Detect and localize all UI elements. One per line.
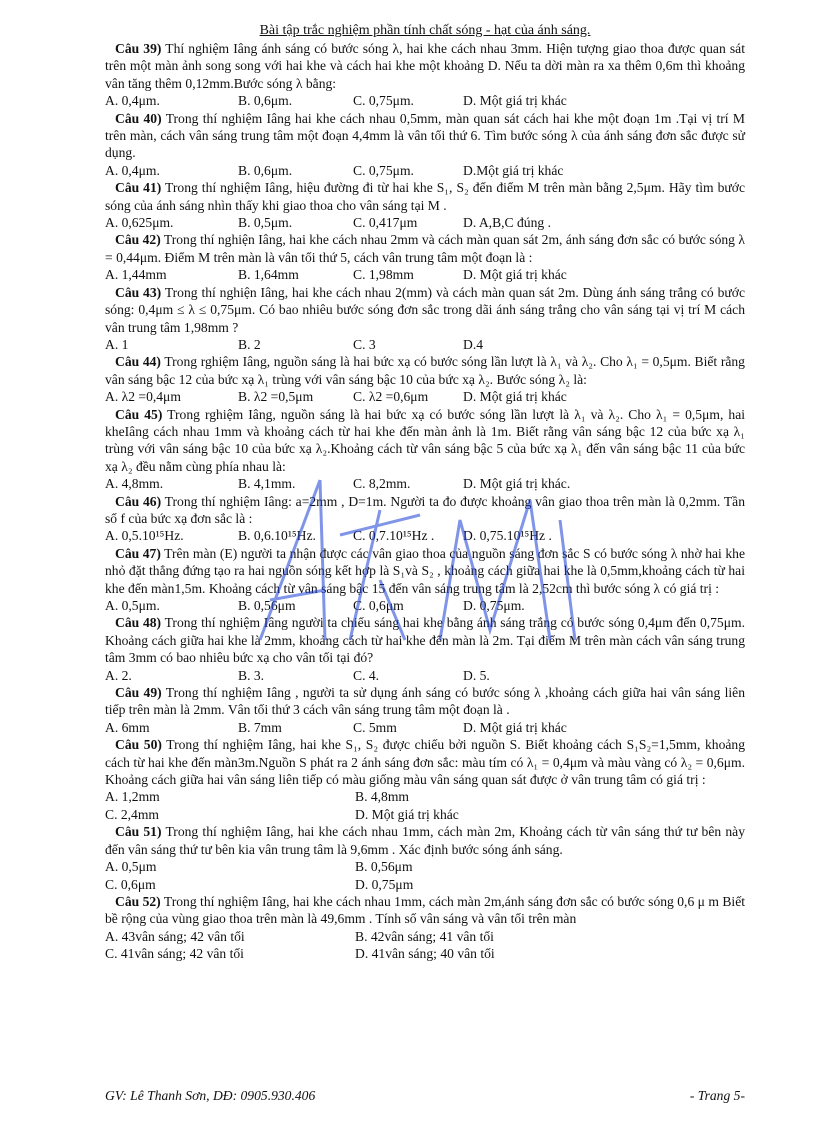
answer-options — [105, 388, 745, 405]
question-text — [105, 353, 745, 388]
answer-option: B. 3. — [238, 667, 265, 683]
answer-option: A. 0,5μm — [105, 859, 157, 875]
question-text — [105, 736, 745, 788]
question-body: Trong thí nghiệm Iâng, hai khe cách nhau 1mm, cách màn 2m, Khoảng cách từ vân sáng thứ tư bên này đến vân sáng thứ tư bên kia vân trung tâm là 9,6mm . Xác định bước sóng ánh sáng. — [105, 824, 745, 857]
question-body: Trong thí nghiệm Iâng: a=2mm , D=1m. Người ta đo được khoảng vân giao thoa trên màn là 0,2mm. Tần số f của bức xạ đơn sắc là : — [105, 493, 745, 526]
answer-option: D. 5. — [463, 667, 490, 683]
question-text — [105, 545, 745, 597]
question-body: Trong thí nghiệm Iâng hai khe cách nhau 0,5mm, màn quan sát cách hai khe một đoạn 1m .Tại vị trí M trên màn, cách vân sáng trung tâm một đoạn 4,4mm là vân tối thứ 6. Tìm bước sóng λ của ánh sáng đơn sắc được sử dụng. — [105, 110, 745, 161]
answer-option: B. 1,64mm — [238, 267, 299, 283]
answer-options — [105, 928, 745, 963]
answer-options — [105, 336, 745, 353]
question-text — [105, 684, 745, 719]
answer-option: B. 0,6μm. — [238, 162, 293, 178]
question — [105, 545, 745, 615]
answer-option: C. 0,75μm. — [353, 162, 414, 178]
question-body: Trong thí nghiện Iâng, hai khe cách nhau 2mm và cách màn quan sát 2m, ánh sáng đơn sắc có bước sóng λ = 0,44μm. Điểm M trên màn là vân tối thứ 5, cách vân trung tâm một đoạn là : — [105, 232, 745, 265]
question — [105, 614, 745, 684]
answer-options — [105, 667, 745, 684]
question-number: Câu 39) — [115, 41, 162, 56]
answer-option: D.Một giá trị khác — [463, 162, 564, 178]
answer-option: D.4 — [463, 336, 484, 352]
question — [105, 736, 745, 823]
answer-option: D. Một giá trị khác — [463, 93, 567, 109]
answer-option: D. A,B,C đúng . — [463, 215, 551, 231]
question-body: Trong thí nghiệm Iâng, hiệu đường đi từ hai khe S₁, S₂ đến điểm M trên màn bằng 2,5μm. Hãy tìm bước sóng của ánh sáng nhìn thấy khi giao thoa cho vân sáng tại M . — [105, 180, 745, 213]
answer-option: D. Một giá trị khác. — [463, 476, 571, 492]
question — [105, 684, 745, 736]
question — [105, 179, 745, 231]
answer-option: A. 43vân sáng; 42 vân tối — [105, 928, 245, 944]
question — [105, 284, 745, 354]
question-number: Câu 49) — [115, 685, 162, 701]
page-header: Bài tập trắc nghiệm phần tính chất sóng - hạt của ánh sáng. — [259, 23, 591, 38]
question — [105, 110, 745, 180]
answer-option: D. 0,75μm — [355, 876, 414, 892]
answer-option: C. 1,98mm — [353, 267, 414, 283]
question-text — [105, 179, 745, 214]
answer-option: D. Một giá trị khác — [463, 389, 567, 405]
answer-option: C. 0,6μm — [105, 876, 156, 892]
answer-options — [105, 475, 745, 492]
answer-option: B. 0,5μm. — [238, 215, 293, 231]
answer-option: A. 0,5μm. — [105, 598, 160, 613]
question-body: Trong thí nghiệm Iâng, hai khe S₁, S₂ được chiếu bởi nguồn S. Biết khoảng cách S₁S₂=1,5mm, khoảng cách từ hai khe đến màn3m.Nguồn S phát ra 2 ánh sáng đơn sắc: màu tím có λ₁ = 0,4μm và màu vàng có λ₂ = 0,6μm. Khoảng cách giữa hai vân sáng liên tiếp có màu giống màu vân sáng quan sát được ở vân trung tâm có giá trị : — [105, 737, 746, 788]
question-number: Câu 51) — [115, 824, 162, 840]
question-text — [105, 110, 745, 162]
document-page — [105, 22, 745, 963]
answer-option: A. 6mm — [105, 719, 150, 735]
question — [105, 823, 745, 893]
answer-option: C. λ2 =0,6μm — [353, 389, 429, 405]
answer-option: D. 41vân sáng; 40 vân tối — [355, 946, 495, 962]
answer-options — [105, 214, 745, 231]
answer-options — [105, 266, 745, 283]
answer-option: B. 4,8mm — [355, 789, 410, 805]
answer-options — [105, 719, 745, 736]
question — [105, 231, 745, 283]
question-number: Câu 47) — [115, 545, 161, 561]
question-text — [105, 406, 745, 476]
answer-option: C. 41vân sáng; 42 vân tối — [105, 946, 244, 962]
question-number: Câu 48) — [115, 615, 162, 631]
question-number: Câu 44) — [115, 354, 161, 370]
answer-option: D. Một giá trị khác — [463, 267, 567, 283]
answer-options — [105, 788, 745, 823]
answer-option: B. 7mm — [238, 719, 282, 735]
page-footer — [105, 1088, 745, 1104]
answer-option: C. 0,75μm. — [353, 93, 414, 109]
question — [105, 493, 745, 545]
question-text — [105, 493, 745, 528]
question-body: Trong thí nghiện Iâng, hai khe cách nhau 2(mm) và cách màn quan sát 2m. Dùng ánh sáng trắng có bước sóng: 0,4μm ≤ λ ≤ 0,75μm. Có bao nhiêu bước sóng đơn sắc trong dãi ánh sáng trắng cho vân sáng tại vị trí M cách vân trung tâm 1,98mm ? — [105, 284, 745, 335]
answer-option: A. 2. — [105, 667, 132, 683]
question-body: Trong rghiệm Iâng, nguồn sáng là hai bức xạ có bước sóng lần lượt là λ₁ và λ₂. Cho λ₁ = 0,5μm, hai kheIâng cách nhau 1mm và khoảng cách từ hai khe đến màn ảnh là 1m. Biết rằng vân sáng bậc 12 của bức xạ λ₁ trùng với vân sáng bậc 10 của bức xạ λ₂.Khoảng cách từ vân sáng bậc 5 của bức xạ λ₁ đến vân sáng bậc 11 của bức xạ λ₂ đều nằm cùng phía nhau là: — [105, 406, 746, 474]
answer-option: C. 4. — [353, 667, 380, 683]
answer-option: B. 0,56μm — [355, 859, 413, 875]
answer-option: A. 0,4μm. — [105, 93, 160, 109]
question — [105, 893, 745, 963]
question-text — [105, 893, 745, 928]
question-body: Trong rghiệm Iâng, nguồn sáng là hai bức xạ có bước sóng lần lượt là λ₁ và λ₂. Cho λ₁ = 0,5μm. Biết rằng vân sáng bậc 12 của bức xạ λ₁ trùng với vân sáng bậc 10 của bức xạ λ₂. Bước sóng λ₂ là: — [105, 354, 745, 387]
answer-options — [105, 597, 745, 614]
question-number: Câu 40) — [115, 110, 162, 126]
question-number: Câu 42) — [115, 232, 161, 248]
answer-option: B. 4,1mm. — [238, 476, 296, 492]
question-text — [105, 823, 745, 858]
answer-option: A. 4,8mm. — [105, 476, 164, 492]
answer-option: D. Một giá trị khác — [463, 719, 567, 735]
question-text — [105, 284, 745, 336]
answer-option: C. 0,6μm — [353, 598, 404, 613]
answer-option: A. 0,4μm. — [105, 162, 160, 178]
question-number: Câu 52) — [115, 893, 161, 909]
answer-options — [105, 858, 745, 893]
answer-option: B. 0,6μm. — [238, 93, 293, 109]
answer-option: A. 1,44mm — [105, 267, 167, 283]
answer-option: B. 2 — [238, 336, 261, 352]
answer-option: C. 2,4mm — [105, 806, 160, 822]
question-number: Câu 46) — [115, 493, 162, 509]
question-number: Câu 41) — [115, 180, 162, 196]
question-text — [105, 231, 745, 266]
answer-option: D. 0,75.10¹⁵Hz . — [463, 528, 552, 544]
answer-option: A. λ2 =0,4μm — [105, 389, 181, 405]
answer-option: A. 0,625μm. — [105, 215, 174, 231]
answer-option: B. λ2 =0,5μm — [238, 389, 314, 405]
question-body: Trong thí nghiệm Iâng , người ta sử dụng ánh sáng có bước sóng λ ,khoảng cách giữa hai vân sáng liên tiếp trên màn là 2mm. Vân tối thứ 3 cách vân sáng trung tâm một đoạn là . — [105, 685, 745, 718]
question-number: Câu 45) — [115, 406, 163, 422]
question-text — [105, 614, 745, 666]
answer-option: B. 42vân sáng; 41 vân tối — [355, 928, 494, 944]
question-text — [105, 40, 745, 92]
answer-option: B. 0,6.10¹⁵Hz. — [238, 528, 316, 544]
footer-author: GV: Lê Thanh Sơn, DĐ: 0905.930.406 — [105, 1088, 316, 1103]
footer-page-number: - Trang 5- — [689, 1088, 745, 1103]
answer-option: C. 0,7.10¹⁵Hz . — [353, 528, 435, 544]
question-body: Trên màn (E) người ta nhận được các vân giao thoa của nguồn sáng đơn sắc S có bước sóng λ nhờ hai khe nhỏ đặt thẳng đứng tạo ra hai nguồn sóng kết hợp là S₁và S₂ , khoảng cách giữa hai khe là 0,5mm,khoảng cách từ hai khe đến màn1,5m. Khoảng cách từ vân sáng bậc 15 đến vân sáng trung tâm là 2,52cm thì bước sóng λ có giá trị : — [105, 545, 745, 596]
question — [105, 40, 745, 110]
question-number: Câu 43) — [115, 284, 162, 300]
question-number: Câu 50) — [115, 737, 162, 753]
answer-option: B. 0,56μm — [238, 598, 296, 613]
answer-option: C. 8,2mm. — [353, 476, 411, 492]
question — [105, 353, 745, 405]
answer-option: C. 3 — [353, 336, 376, 352]
question-body: Thí nghiệm Iâng ánh sáng có bước sóng λ, hai khe cách nhau 3mm. Hiện tượng giao thoa được quan sát trên một màn ảnh song song với hai khe và cách hai khe một khoảng D. Nếu ta dời màn ra xa thêm 0,6m thì khoảng vân tăng thêm 0,12mm.Bước sóng λ bằng: — [105, 41, 745, 91]
question — [105, 406, 745, 493]
answer-options — [105, 162, 745, 179]
answer-option: A. 1 — [105, 336, 129, 352]
answer-option: D. 0,75μm. — [463, 598, 525, 613]
question-body: Trong thí nghiệm Iâng người ta chiếu sáng hai khe bằng ánh sáng trắng có bước sóng 0,4μm đến 0,75μm. Khoảng cách giữa hai khe là 2mm, khoảng cách từ hai khe đến màn là 2m. Tại điểm M trên màn cách vân sáng trung tâm 3mm có bao nhiêu bức xạ cho vân tối tại đó? — [105, 615, 745, 666]
question-list — [105, 40, 745, 963]
answer-option: A. 0,5.10¹⁵Hz. — [105, 528, 184, 544]
question-body: Trong thí nghiệm Iâng, hai khe cách nhau 1mm, cách màn 2m,ánh sáng đơn sắc có bước sóng 0,6 μ m Biết bề rộng của vùng giao thoa trên màn là 49,6mm . Tính số vân sáng và vân tối trên màn — [105, 893, 746, 927]
answer-option: C. 5mm — [353, 719, 397, 735]
answer-option: A. 1,2mm — [105, 789, 160, 805]
answer-option: C. 0,417μm — [353, 215, 418, 231]
answer-options — [105, 527, 745, 544]
answer-options — [105, 92, 745, 109]
answer-option: D. Một giá trị khác — [355, 806, 459, 822]
